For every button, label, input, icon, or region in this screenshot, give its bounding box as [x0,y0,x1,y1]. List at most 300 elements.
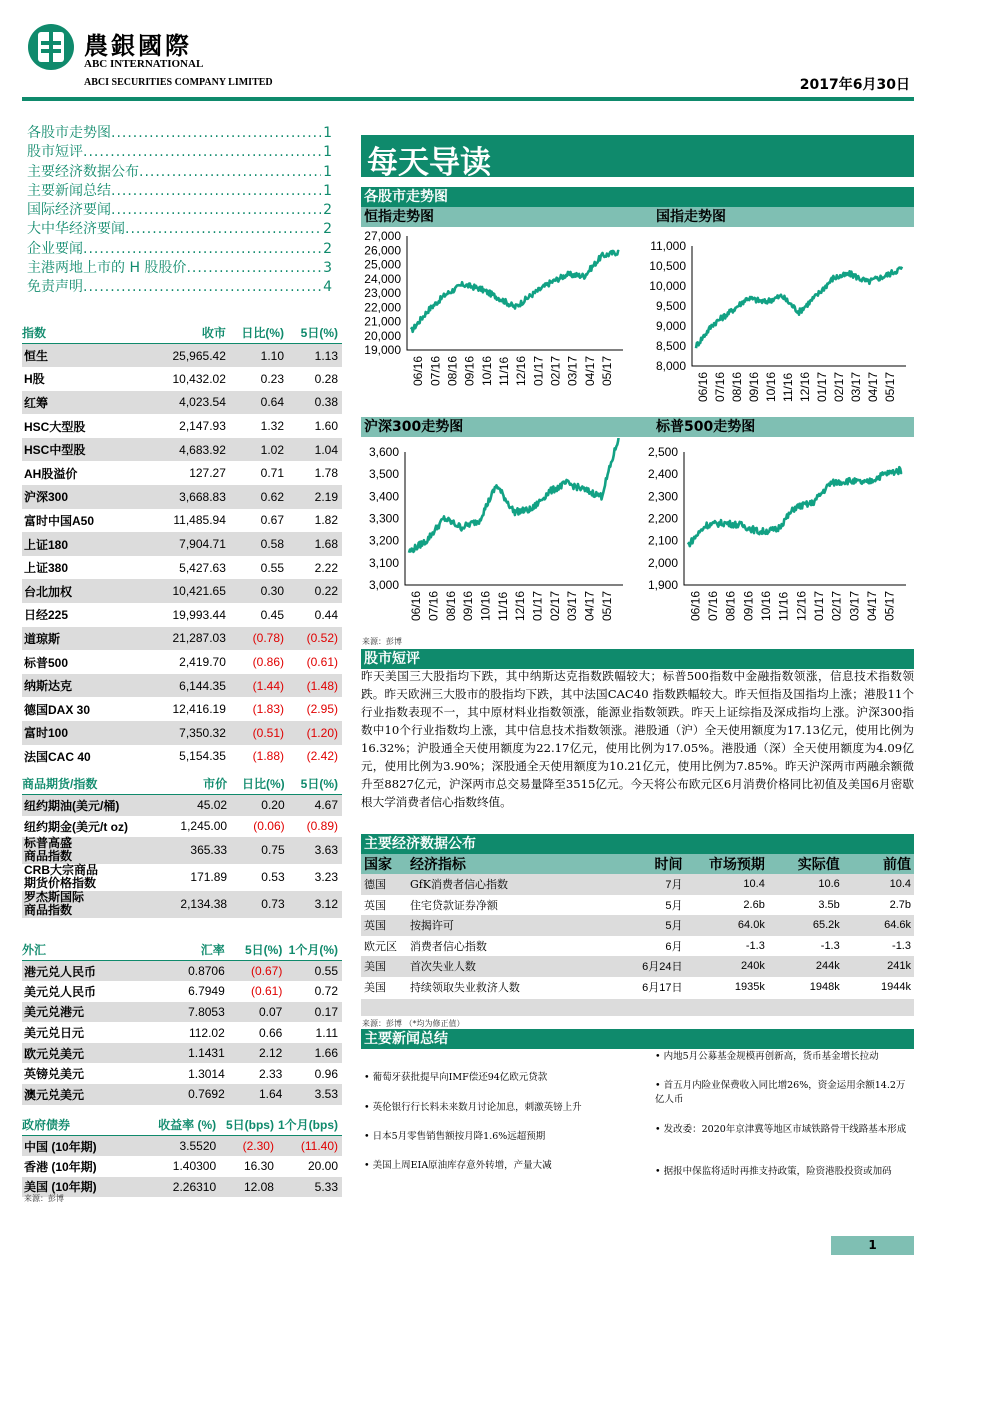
table-row [22,532,342,556]
page-title-bar [361,135,914,181]
market-comment: 昨天美国三大股指均下跌，其中纳斯达克指数跌幅较大；标普500指数中金融指数领涨，信息技术指数领跌。昨天欧洲三大股市的股指均下跌，其中法国CAC40 指数跌幅较大。昨天恒指及国指均上涨；港股11个行业指数表现不一，其中原材料业指数领涨，能源业指数领跌。昨天上证综指及深成指均上涨。沪深300指数中10个行业指数均上涨，其中信息技术指数领涨。港股通（沪）全天使用额度为17.13亿元，使用比例为16.32%；沪股通全天使用额度为22.17亿元，使用比例为17.05%。港股通（深）全天使用额度为4.09亿元，使用比例为3.90%；深股通全天使用额度为10.21亿元，使用比例为7.85%。昨天沪深两市两融余额微升至8827亿元，沪深两市总交易量降至3515亿元。今天将公布欧元区6月消费价格同比初值及美国6月密歇根大学消费者信心指数终值。 [361,669,914,809]
toc-page: 1 [323,182,332,199]
table-cell: (0.86) [252,655,285,670]
table-cell: 16.30 [243,1159,274,1174]
toc-leader [111,182,321,201]
table-cell: 1.78 [314,466,338,481]
column-header: 收市 [146,322,230,344]
table-cell: 0.07 [229,1002,287,1023]
logo-icon [28,24,74,70]
y-tick-label: 2,000 [647,555,678,570]
page-number: 1 [831,1236,914,1255]
comment-section-header: 股市短评 [361,649,914,669]
table-cell: 240k [686,956,768,977]
table-cell: -1.3 [745,939,765,952]
table-cell: 3.53 [286,1084,342,1105]
table-cell: 6,144.35 [146,674,230,698]
table-cell: 0.20 [231,795,289,816]
column-header: 外汇 [22,939,147,961]
table-cell: 10,421.65 [146,579,230,603]
table-cell: 台北加权 [22,579,146,603]
x-tick-label: 06/16 [688,590,703,621]
column-header: 前值 [843,854,914,874]
table-cell: 10.4 [843,874,914,895]
table-cell: 0.45 [260,607,285,622]
table-cell: 1935k [734,980,765,993]
table-cell: 5.33 [278,1177,342,1198]
table-cell: 5月 [665,899,683,912]
x-tick-label: 08/16 [723,590,738,621]
table-row [22,650,342,674]
table-row [22,891,342,918]
table-cell: 0.55 [260,560,285,575]
table-cell: HSC大型股 [24,419,86,434]
toc-item[interactable] [27,220,332,239]
column-header: 1个月(bps) [278,1114,342,1136]
table-cell: 171.89 [190,870,228,884]
toc-page: 2 [323,221,332,238]
table-cell: -1.3 [892,939,911,952]
table-cell: 0.17 [286,1002,342,1023]
x-tick-label: 02/17 [832,371,847,402]
table-cell: 纽约期金(美元/t oz) [24,819,128,834]
y-tick-label: 2,300 [647,489,678,504]
table-cell: 0.44 [314,607,338,622]
x-tick-label: 01/17 [815,371,830,402]
bullet-icon: • [364,1102,373,1113]
table-cell: (1.44) [230,674,288,698]
table-cell: 3.12 [289,891,342,918]
table-cell: 112.02 [188,1025,225,1040]
y-tick-label: 8,000 [655,359,686,373]
table-cell: 127.27 [189,466,226,481]
y-tick-label: 24,000 [364,271,401,286]
table-row [22,1063,342,1084]
bullet-icon: • [655,1124,664,1135]
table-cell: 11,485.94 [173,513,226,528]
y-tick-label: 10,500 [649,259,686,273]
table-cell: 0.23 [260,371,285,386]
table-cell: 3.5b [818,898,840,911]
toc-label: 主要经济数据公布 [27,163,139,180]
table-cell: 3,668.83 [146,485,230,509]
table-cell: (1.83) [252,702,285,717]
table-cell: 0.64 [230,391,288,415]
table-cell: GfK消费者信心指数 [407,874,600,895]
table-cell: (0.06) [253,819,285,833]
table-row [22,627,342,651]
x-tick-label: 11/16 [495,591,510,621]
table-row [22,837,342,864]
table-cell: 0.75 [231,837,289,864]
toc-leader [186,259,321,278]
table-cell: 恒生 [22,344,146,368]
x-tick-label: 08/16 [445,355,460,386]
x-tick-label: 09/16 [461,590,476,621]
table-row [22,556,342,580]
table-cell: 中国 (10年期) [22,1136,139,1157]
brand-name-en: ABC INTERNATIONAL [84,58,204,70]
table-cell: 7.8053 [147,1002,229,1023]
series-line [696,267,902,349]
table-cell: 美元兑人民币 [24,984,97,999]
eco-section-header: 主要经济数据公布 [361,834,914,854]
table-cell: 64.0k [686,915,768,936]
bond-table [22,1114,342,1197]
y-tick-label: 1,900 [647,578,678,592]
y-tick-label: 3,600 [368,445,399,459]
x-tick-label: 03/17 [565,590,580,621]
x-tick-label: 09/16 [741,590,756,621]
eco-table-footer [361,999,914,1016]
y-tick-label: 2,500 [647,445,678,459]
column-header: 1个月(%) [286,939,342,961]
table-cell: 2.33 [258,1066,283,1081]
table-cell: 1.13 [288,344,342,368]
table-cell: 上证180 [22,532,146,556]
table-row [22,697,342,721]
table-cell: 欧元兑美元 [22,1043,147,1064]
axis [405,452,623,585]
column-header: 5日(%) [288,322,342,344]
y-tick-label: 23,000 [364,286,401,300]
x-tick-label: 05/17 [882,590,897,621]
chart-title-sp500: 标普500走势图 [656,419,756,435]
table-cell: 澳元兑美元 [22,1084,147,1105]
news-text: 内地5月公募基金规模再创新高，货币基金增长拉动 [663,1051,879,1062]
table-cell: (0.61) [306,655,338,670]
x-tick-label: 07/16 [428,355,443,386]
toc-leader [139,163,321,182]
news-item [364,1130,644,1144]
table-cell: (0.51) [230,721,288,745]
table-of-contents [27,124,332,298]
table-cell: 1948k [809,980,840,993]
news-item [364,1101,644,1115]
market-section-header: 各股市走势图 [361,187,914,207]
table-cell: 3.63 [289,837,342,864]
x-tick-label: 01/17 [531,355,546,386]
toc-label: 股市短评 [27,144,83,161]
table-cell: (1.20) [288,721,342,745]
toc-page: 1 [323,163,332,180]
column-header: 商品期货/指数 [22,773,150,795]
table-row [22,509,342,533]
toc-leader [111,201,321,220]
x-tick-label: 05/17 [599,590,614,621]
table-cell: (0.61) [250,984,283,999]
y-tick-label: 19,000 [364,343,401,357]
table-row [22,674,342,698]
hscei-chart [638,228,914,413]
table-cell: 1944k [881,980,911,993]
table-cell: 244k [768,956,843,977]
table-cell: 0.8706 [147,961,229,982]
y-tick-label: 9,500 [655,299,686,313]
y-tick-label: 3,400 [368,489,399,504]
x-tick-label: 10/16 [764,371,779,402]
table-row [361,915,914,936]
table-cell: 0.58 [230,532,288,556]
table-cell: 1.82 [314,513,338,528]
chart-source: 来源：彭博 [362,637,402,646]
table-row [22,1177,342,1198]
table-cell: 1.40300 [172,1159,217,1174]
y-tick-label: 20,000 [364,328,401,343]
x-tick-label: 02/17 [829,590,844,621]
x-tick-label: 02/17 [547,590,562,621]
y-tick-label: 3,300 [368,511,399,526]
table-row [22,1002,342,1023]
table-cell: (0.52) [288,627,342,651]
y-tick-label: 3,000 [368,578,399,592]
column-header: 收益率 (%) [139,1114,220,1136]
table-cell: 2.12 [229,1043,287,1064]
sp500-chart [638,438,914,633]
chart-title-csi300: 沪深300走势图 [364,419,464,435]
table-cell: 美国 (10年期) [22,1177,139,1198]
x-tick-label: 06/16 [409,590,424,621]
table-cell: 法国CAC 40 [24,749,91,764]
table-cell: 0.67 [260,513,285,528]
table-cell: 19,993.44 [172,607,226,622]
toc-label: 大中华经济要闻 [27,221,125,238]
x-tick-label: 06/16 [411,355,426,386]
bullet-icon: • [655,1051,664,1062]
table-cell: 1.1431 [147,1043,229,1064]
table-row [22,1043,342,1064]
y-tick-label: 10,000 [649,279,686,293]
x-tick-label: 01/17 [530,590,545,621]
y-tick-label: 21,000 [364,314,401,329]
table-cell: 2.19 [288,485,342,509]
x-tick-label: 03/17 [847,590,862,621]
toc-leader [125,220,321,239]
toc-label: 企业要闻 [27,240,83,257]
x-tick-label: 02/17 [548,355,563,386]
news-item [655,1123,913,1137]
table-cell: 1.64 [229,1084,287,1105]
y-tick-label: 22,000 [364,300,401,315]
toc-item[interactable] [27,259,332,278]
toc-item[interactable] [27,182,332,201]
toc-item[interactable] [27,124,332,143]
table-row [22,864,342,891]
bullet-icon: • [655,1166,664,1177]
table-cell: 1.32 [260,419,285,434]
x-tick-label: 08/16 [730,371,745,402]
x-tick-label: 07/16 [713,371,728,402]
table-cell: 0.38 [288,391,342,415]
news-text: 葡萄牙获批提早向IMF偿还94亿欧元贷款 [372,1072,548,1083]
toc-label: 国际经济要闻 [27,202,111,219]
x-tick-label: 06/16 [696,371,711,402]
column-header: 市价 [150,773,231,795]
toc-page: 1 [323,125,332,141]
table-cell: 20.00 [307,1159,338,1174]
toc-item[interactable] [27,143,332,162]
toc-page: 1 [323,144,332,161]
y-tick-label: 26,000 [364,243,401,258]
table-cell: 2.22 [314,560,338,575]
table-cell: 5月 [600,915,686,936]
news-text: 据报中保监将适时再推支持政策，险资港股投资或加码 [663,1166,892,1177]
table-cell: 美国 [361,956,407,977]
table-cell: 0.96 [314,1066,338,1081]
table-cell: 英国 [361,915,407,936]
table-cell: 富时100 [22,721,146,745]
toc-item[interactable] [27,278,332,297]
table-cell: (1.48) [288,674,342,698]
y-tick-label: 3,200 [368,533,399,548]
bullet-icon: • [364,1160,373,1171]
page-title: 每天导读 [367,145,491,181]
toc-item[interactable] [27,201,332,220]
table-cell: (0.78) [230,627,288,651]
table-cell: 2.7b [889,898,911,911]
table-cell: (11.40) [278,1136,342,1157]
table-cell: HSC中型股 [22,438,146,462]
table-cell: 241k [843,956,914,977]
chart-title-bar-1 [361,207,914,227]
table-cell: 64.6k [843,915,914,936]
news-text: 美国上周EIA原油库存意外转增，产量大减 [372,1160,552,1171]
table-cell: 1.10 [230,344,288,368]
table-row [361,977,914,998]
table-cell: 2,147.93 [179,419,226,434]
chart-title-bar-2 [361,417,914,437]
table-cell: 红筹 [22,391,146,415]
table-cell: 0.28 [314,371,338,386]
toc-leader [83,143,321,162]
table-cell: 6月 [665,940,683,953]
table-row [22,1156,342,1177]
column-header: 时间 [600,854,686,874]
news-text: 首五月内险业保费收入同比增26%，资金运用余额14.2万亿人币 [655,1080,906,1105]
toc-page: 3 [323,260,332,277]
company-name: ABCI SECURITIES COMPANY LIMITED [84,77,273,88]
x-tick-label: 05/17 [599,355,614,386]
y-tick-label: 2,200 [647,511,678,526]
table-cell: 德国DAX 30 [24,702,91,717]
table-cell: 住宅贷款证券净额 [409,898,498,912]
column-header: 5日(%) [229,939,287,961]
column-header: 国家 [361,854,407,874]
toc-page: 2 [323,240,332,257]
table-cell: 美元兑日元 [24,1026,85,1041]
table-cell: 0.7692 [147,1084,229,1105]
y-tick-label: 2,100 [647,533,678,548]
x-tick-label: 10/16 [478,590,493,621]
toc-label: 免责声明 [27,279,83,296]
table-cell: (2.42) [306,749,338,764]
table-cell: 7,350.32 [146,721,230,745]
table-cell: 富时中国A50 [24,513,95,528]
x-tick-label: 11/16 [781,372,796,402]
table-cell: 美元兑港元 [22,1002,147,1023]
table-cell: 10,432.02 [172,371,226,386]
table-cell: 7,904.71 [146,532,230,556]
table-cell: 纳斯达克 [22,674,146,698]
x-tick-label: 12/16 [794,590,809,621]
csi300-chart [361,438,629,633]
table-row [361,895,914,916]
x-tick-label: 07/16 [426,590,441,621]
table-row [22,344,342,368]
x-tick-label: 04/17 [866,371,881,402]
table-cell: 21,287.03 [146,627,230,651]
column-header: 市场预期 [686,854,768,874]
toc-item[interactable] [27,163,332,182]
table-cell: 道琼斯 [22,627,146,651]
x-tick-label: 11/16 [776,591,791,621]
y-tick-label: 25,000 [364,257,401,272]
toc-item[interactable] [27,240,332,259]
table-cell: -1.3 [820,939,840,952]
table-cell: AH股溢价 [24,466,78,481]
table-cell: (1.88) [252,749,285,764]
y-tick-label: 11,000 [650,239,686,253]
table-row [22,579,342,603]
table-cell: 65.2k [768,915,843,936]
x-tick-label: 09/16 [747,371,762,402]
series-line [688,467,902,546]
table-cell: 6月17日 [642,981,683,994]
table-row [22,745,342,769]
bullet-icon: • [364,1072,373,1083]
table-cell: 7月 [600,874,686,895]
news-text: 英伦银行行长料未来数月讨论加息，刺激英镑上升 [372,1102,582,1113]
x-tick-label: 03/17 [565,355,580,386]
table-cell: (0.67) [229,961,287,982]
fx-table [22,939,342,1105]
table-cell: 2,419.70 [179,655,226,670]
series-line [411,251,619,332]
toc-leader [83,240,321,259]
table-row [22,414,342,438]
table-cell: 0.73 [231,891,289,918]
table-cell: (0.89) [306,819,338,833]
table-row [22,1084,342,1105]
x-tick-label: 07/16 [705,590,720,621]
axis [684,452,906,585]
x-tick-label: 01/17 [811,590,826,621]
x-tick-label: 11/16 [496,356,511,386]
table-row [22,391,342,415]
table-cell: 3.5520 [139,1136,220,1157]
table-cell: 0.55 [286,961,342,982]
table-cell: (2.95) [306,702,338,717]
table-cell: 0.71 [260,466,285,481]
table-row [361,956,914,977]
toc-page: 4 [323,279,332,296]
table-cell: 按揭许可 [407,915,600,936]
index-table [22,322,342,768]
y-tick-label: 2,400 [647,467,678,482]
commodity-table [22,773,342,918]
y-tick-label: 27,000 [364,229,401,243]
column-header: 日比(%) [230,322,288,344]
table-cell: 持续领取失业救济人数 [409,980,520,994]
table-cell: 英国 [364,898,386,912]
table-cell: 1.66 [286,1043,342,1064]
table-cell: 美国 [364,980,386,994]
table-cell: 4,023.54 [146,391,230,415]
news-text: 日本5月零售销售额按月降1.6%远超预期 [372,1131,546,1142]
table-cell: 0.72 [314,984,338,999]
table-cell: 12.08 [220,1177,278,1198]
table-cell: 6.7949 [188,984,225,999]
